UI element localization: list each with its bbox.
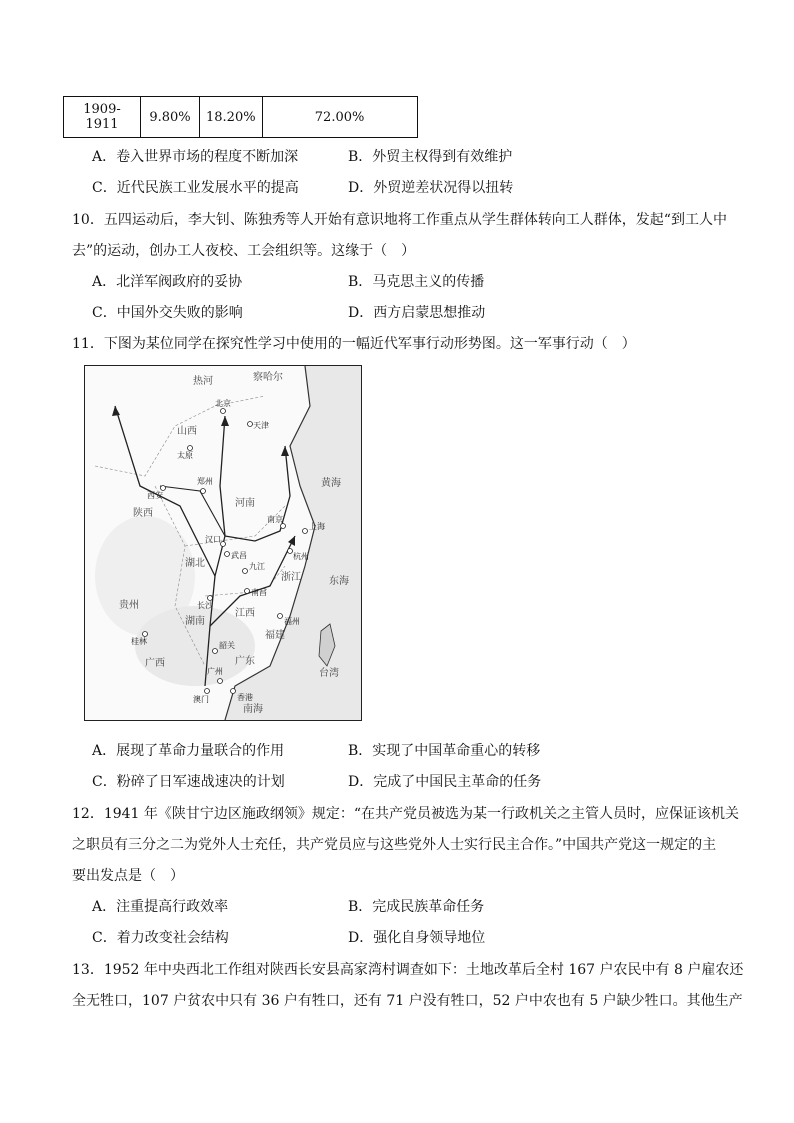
table-cell: 9.80%	[141, 97, 200, 138]
map-city-label: 西安	[147, 491, 163, 500]
map-city-label: 太原	[177, 451, 193, 460]
question-12-line-2: 之职员有三分之二为党外人士充任，共产党员应与这些党外人士实行民主合作。”中国共产党这一规定的主	[72, 837, 717, 853]
table-cell: 18.20%	[200, 97, 263, 138]
map-region-label: 陕西	[133, 508, 153, 519]
military-map	[84, 365, 362, 721]
question-12-line-3: 要出发点是（ ）	[72, 868, 184, 884]
map-region-label: 台湾	[319, 668, 339, 679]
question-11-stem: 11．下图为某位同学在探究性学习中使用的一幅近代军事行动形势图。这一军事行动（ ）	[72, 336, 636, 352]
map-city-label: 汉口	[205, 535, 221, 544]
map-city-label: 郑州	[197, 477, 213, 486]
map-region-label: 黄海	[321, 478, 341, 489]
option-c: C．中国外交失败的影响	[92, 305, 243, 321]
map-region-label: 河南	[235, 498, 255, 509]
table-row	[64, 97, 418, 138]
option-a: A．卷入世界市场的程度不断加深	[92, 149, 299, 165]
map-region-label: 热河	[193, 376, 213, 387]
map-city-label: 武昌	[231, 551, 247, 560]
option-b: B．完成民族革命任务	[348, 899, 485, 915]
table-cell: 1909-1911	[64, 97, 141, 138]
option-b: B．实现了中国革命重心的转移	[348, 743, 541, 759]
option-d: D．西方启蒙思想推动	[348, 305, 486, 321]
option-a: A．注重提高行政效率	[92, 899, 229, 915]
map-region-label: 山西	[177, 426, 197, 437]
map-city-label: 天津	[253, 421, 269, 430]
map-region-label: 湖北	[185, 558, 205, 569]
table-cell: 72.00%	[262, 97, 417, 138]
map-city-label: 香港	[237, 693, 253, 702]
option-a: A．北洋军阀政府的妥协	[92, 274, 243, 290]
option-b: B．外贸主权得到有效维护	[348, 149, 513, 165]
question-12-line-1: 12．1941 年《陕甘宁边区施政纲领》规定：“在共产党员被选为某一行政机关之主管人员时，应保证该机关	[72, 806, 740, 822]
question-13-line-2: 全无牲口，107 户贫农中只有 36 户有牲口，还有 71 户没有牲口，52 户中农也有 5 户缺少牲口。其他生产	[72, 993, 743, 1009]
map-region-label: 察哈尔	[253, 372, 283, 383]
map-region-label: 湖南	[185, 616, 205, 627]
option-d: D．完成了中国民主革命的任务	[348, 774, 542, 790]
data-table	[63, 96, 418, 138]
question-10-line-2: 去”的运动，创办工人夜校、工会组织等。这缘于（ ）	[72, 243, 416, 259]
map-city-label: 上海	[309, 522, 325, 531]
map-city-label: 南京	[267, 515, 283, 524]
map-city-label: 广州	[207, 667, 223, 676]
map-figure	[85, 366, 361, 720]
option-d: D．外贸逆差状况得以扭转	[348, 180, 514, 196]
option-c: C．着力改变社会结构	[92, 930, 229, 946]
map-city-label: 澳门	[193, 695, 209, 704]
map-city-label: 福州	[284, 617, 300, 626]
option-c: C．近代民族工业发展水平的提高	[92, 180, 299, 196]
map-city-label: 韶关	[219, 641, 235, 650]
map-region-label: 福建	[265, 630, 285, 641]
map-region-label: 南海	[243, 704, 263, 715]
map-region-label: 江西	[235, 608, 255, 619]
map-city-label: 南昌	[251, 588, 267, 597]
option-d: D．强化自身领导地位	[348, 930, 486, 946]
map-region-label: 贵州	[119, 600, 139, 611]
map-city-label: 杭州	[293, 552, 309, 561]
map-city-label: 九江	[249, 562, 265, 571]
question-10-line-1: 10．五四运动后，李大钊、陈独秀等人开始有意识地将工作重点从学生群体转向工人群体，发起“到工人中	[72, 212, 727, 228]
map-region-label: 广东	[235, 656, 255, 667]
question-13-line-1: 13．1952 年中央西北工作组对陕西长安县高家湾村调查如下：土地改革后全村 167 户农民中有 8 户雇农还	[72, 962, 744, 978]
option-c: C．粉碎了日军速战速决的计划	[92, 774, 285, 790]
map-city-label: 长沙	[197, 601, 213, 610]
option-b: B．马克思主义的传播	[348, 274, 485, 290]
map-region-label: 浙江	[281, 572, 301, 583]
map-region-label: 东海	[329, 576, 349, 587]
map-city-label: 桂林	[131, 637, 147, 646]
map-region-label: 广西	[145, 658, 165, 669]
option-a: A．展现了革命力量联合的作用	[92, 743, 285, 759]
map-city-label: 北京	[215, 399, 231, 408]
